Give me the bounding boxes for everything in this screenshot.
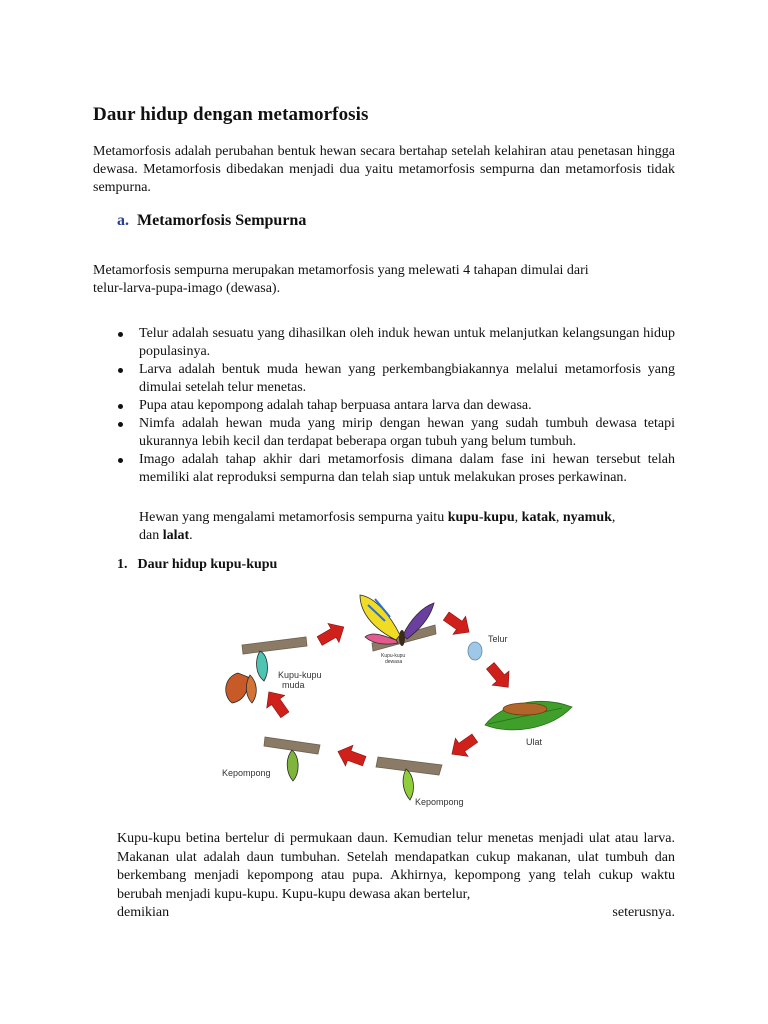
list-item <box>93 397 675 415</box>
larva-illustration <box>485 701 572 747</box>
animals-prefix: Hewan yang mengalami metamorfosis sempurna yaitu <box>139 510 448 525</box>
section-heading-text: Metamorfosis Sempurna <box>137 212 307 229</box>
pupa-right-illustration <box>376 757 464 807</box>
animal-frog: katak <box>521 510 556 525</box>
closing-body: Kupu-kupu betina bertelur di permukaan daun. Kemudian telur menetas menjadi ulat atau larva. Makanan ulat adalah daun tumbuhan. Setelah mendapatkan cukup makanan, ulat tumbuh dan berkembang menjadi kepompong atau pupa. Akhirnya, kepompong yang telah cukup waktu berubah menjadi kupu-kupu. Kupu-kupu dewasa akan bertelur, <box>117 831 675 902</box>
list-item-text: Pupa atau kepompong adalah tahap berpuasa antara larva dan dewasa. <box>139 398 532 413</box>
empty-chrysalis-icon <box>257 651 268 681</box>
pupa-right-label: Kepompong <box>415 797 464 807</box>
egg-icon <box>468 642 482 660</box>
list-item-text: Nimfa adalah hewan muda yang mirip dengan hewan yang sudah tumbuh dewasa tetapi ukurannya lebih kecil dan terdapat beberapa organ tubuh yang belum tumbuh. <box>139 416 675 449</box>
cycle-arrow <box>482 659 517 695</box>
branch-icon <box>242 637 307 654</box>
butterfly-life-cycle-diagram <box>210 585 590 825</box>
cycle-arrow <box>446 729 482 763</box>
closing-last-line <box>117 904 675 923</box>
section-letter: a. <box>117 212 129 229</box>
adult-label-line2: dewasa <box>385 659 403 665</box>
cycle-arrow <box>260 686 294 722</box>
section-intro-line2: telur-larva-pupa-imago (dewasa). <box>93 281 281 296</box>
cycle-arrow <box>440 607 476 641</box>
list-item <box>93 361 675 397</box>
closing-last-left: demikian <box>117 905 170 920</box>
animal-butterfly: kupu-kupu <box>447 510 515 525</box>
animals-separator: , <box>514 510 522 525</box>
cycle-arrow <box>314 617 349 650</box>
bullet-icon <box>118 458 123 463</box>
pupa-left-label: Kepompong <box>222 768 271 778</box>
list-item <box>93 325 675 361</box>
section-heading <box>117 212 306 230</box>
bullet-icon <box>118 404 123 409</box>
list-item <box>93 451 675 487</box>
egg-label: Telur <box>488 634 508 644</box>
list-item-text: Imago adalah tahap akhir dari metamorfosis dimana dalam fase ini hewan tersebut telah memiliki alat reproduksi sempurna dan telah siap untuk melakukan proses perkawinan. <box>139 452 675 485</box>
egg-illustration <box>468 634 508 660</box>
animals-end: . <box>189 528 193 543</box>
young-butterfly-wing-icon <box>226 673 249 703</box>
animal-fly: lalat <box>162 528 190 543</box>
chrysalis-icon <box>403 769 413 800</box>
section-intro <box>93 262 675 298</box>
page-title: Daur hidup dengan metamorfosis <box>93 104 369 125</box>
pupa-left-illustration <box>222 737 320 781</box>
closing-last-right: seterusnya. <box>612 905 675 920</box>
subsection-heading-text: Daur hidup kupu-kupu <box>137 557 278 572</box>
larva-label: Ulat <box>526 737 543 747</box>
stage-definition-list <box>93 325 675 487</box>
animals-separator: , <box>555 510 563 525</box>
young-label-line1: Kupu-kupu <box>278 670 322 680</box>
list-item <box>93 415 675 451</box>
chrysalis-icon <box>287 750 298 781</box>
butterfly-body <box>399 630 405 646</box>
animals-sentence <box>139 509 675 545</box>
closing-paragraph <box>117 830 675 923</box>
animals-separator: , <box>611 510 616 525</box>
caterpillar-icon <box>503 703 547 715</box>
cycle-arrow <box>334 741 368 771</box>
list-item-text: Telur adalah sesuatu yang dihasilkan oleh induk hewan untuk melanjutkan kelangsungan hidup populasinya. <box>139 326 675 359</box>
subsection-heading <box>117 557 277 573</box>
list-item-text: Larva adalah bentuk muda hewan yang perkembangbiakannya melalui metamorfosis yang dimulai setelah telur menetas. <box>139 362 675 395</box>
adult-label-line1: Kupu-kupu <box>381 653 406 659</box>
bullet-icon <box>118 422 123 427</box>
intro-paragraph: Metamorfosis adalah perubahan bentuk hewan secara bertahap setelah kelahiran atau penetasan hingga dewasa. Metamorfosis dibedakan menjadi dua yaitu metamorfosis sempurna dan metamorfosis tidak sempurna. <box>93 144 675 195</box>
animals-line2-prefix: dan <box>139 528 163 543</box>
young-label-line2: muda <box>282 680 305 690</box>
adult-butterfly-illustration <box>360 595 436 665</box>
section-intro-line1: Metamorfosis sempurna merupakan metamorfosis yang melewati 4 tahapan dimulai dari <box>93 263 589 278</box>
bullet-icon <box>118 332 123 337</box>
young-butterfly-wing-icon <box>246 675 256 703</box>
bullet-icon <box>118 368 123 373</box>
subsection-number: 1. <box>117 557 128 572</box>
animal-mosquito: nyamuk <box>562 510 612 525</box>
life-cycle-illustration <box>210 585 590 825</box>
